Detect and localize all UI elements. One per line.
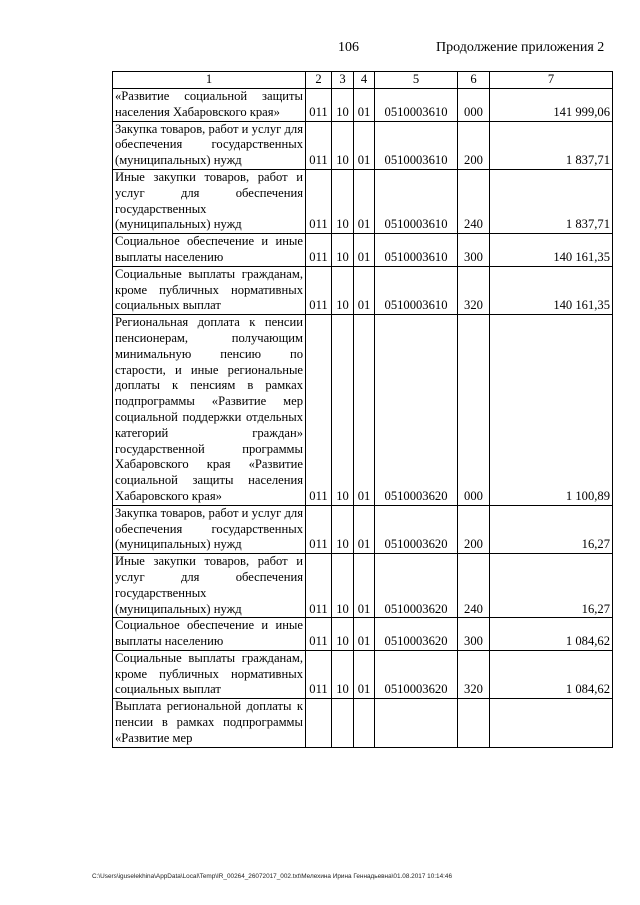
column-header: 1 — [113, 72, 306, 89]
row-expense-type: 320 — [458, 650, 490, 698]
row-subsection-code: 01 — [354, 89, 375, 122]
row-amount: 140 161,35 — [490, 234, 613, 267]
budget-table — [112, 71, 613, 748]
continuation-title: Продолжение приложения 2 — [436, 40, 605, 55]
row-subsection-code: 01 — [354, 505, 375, 553]
row-target-article: 0510003620 — [375, 505, 458, 553]
page-number: 106 — [338, 40, 359, 55]
row-description: Социальные выплаты гражданам, кроме публичных нормативных социальных выплат — [113, 266, 306, 314]
row-amount: 140 161,35 — [490, 266, 613, 314]
row-amount: 16,27 — [490, 554, 613, 618]
row-ministry-code: 011 — [306, 266, 332, 314]
table-header-row — [113, 72, 613, 89]
row-section-code: 10 — [332, 650, 354, 698]
row-subsection-code: 01 — [354, 266, 375, 314]
column-header: 3 — [332, 72, 354, 89]
row-expense-type: 240 — [458, 169, 490, 233]
row-expense-type — [458, 699, 490, 747]
row-subsection-code: 01 — [354, 169, 375, 233]
row-subsection-code — [354, 699, 375, 747]
row-description: Закупка товаров, работ и услуг для обеспечения государственных (муниципальных) нужд — [113, 505, 306, 553]
table-row — [113, 618, 613, 651]
row-section-code: 10 — [332, 315, 354, 506]
row-subsection-code: 01 — [354, 315, 375, 506]
row-amount: 16,27 — [490, 505, 613, 553]
table-row — [113, 266, 613, 314]
row-section-code: 10 — [332, 169, 354, 233]
column-header: 4 — [354, 72, 375, 89]
table-row — [113, 699, 613, 747]
row-amount: 1 100,89 — [490, 315, 613, 506]
row-section-code: 10 — [332, 89, 354, 122]
row-section-code — [332, 699, 354, 747]
row-amount: 1 084,62 — [490, 618, 613, 651]
row-target-article: 0510003610 — [375, 234, 458, 267]
row-ministry-code: 011 — [306, 650, 332, 698]
row-amount: 1 084,62 — [490, 650, 613, 698]
row-expense-type: 300 — [458, 618, 490, 651]
row-amount: 1 837,71 — [490, 121, 613, 169]
row-ministry-code: 011 — [306, 315, 332, 506]
row-target-article: 0510003620 — [375, 618, 458, 651]
row-section-code: 10 — [332, 618, 354, 651]
row-target-article: 0510003610 — [375, 89, 458, 122]
row-ministry-code: 011 — [306, 505, 332, 553]
row-description: Иные закупки товаров, работ и услуг для обеспечения государственных (муниципальных) нужд — [113, 169, 306, 233]
row-subsection-code: 01 — [354, 121, 375, 169]
row-expense-type: 320 — [458, 266, 490, 314]
row-ministry-code — [306, 699, 332, 747]
row-subsection-code: 01 — [354, 234, 375, 267]
table-row — [113, 121, 613, 169]
row-expense-type: 000 — [458, 89, 490, 122]
column-header: 6 — [458, 72, 490, 89]
row-target-article: 0510003610 — [375, 169, 458, 233]
row-ministry-code: 011 — [306, 234, 332, 267]
row-amount — [490, 699, 613, 747]
table-row — [113, 315, 613, 506]
table-row — [113, 169, 613, 233]
row-amount: 1 837,71 — [490, 169, 613, 233]
row-ministry-code: 011 — [306, 618, 332, 651]
row-section-code: 10 — [332, 266, 354, 314]
table-body — [113, 89, 613, 748]
row-ministry-code: 011 — [306, 89, 332, 122]
column-header: 5 — [375, 72, 458, 89]
table-row — [113, 554, 613, 618]
row-target-article: 0510003610 — [375, 121, 458, 169]
row-expense-type: 240 — [458, 554, 490, 618]
row-subsection-code: 01 — [354, 650, 375, 698]
row-description: «Развитие социальной защиты населения Хабаровского края» — [113, 89, 306, 122]
row-expense-type: 200 — [458, 121, 490, 169]
row-ministry-code: 011 — [306, 169, 332, 233]
row-ministry-code: 011 — [306, 121, 332, 169]
row-description: Региональная доплата к пенсии пенсионерам, получающим минимальную пенсию по старости, и иные региональные доплаты к пенсиям в рамках подпрограммы «Развитие мер социальной поддержки отдельных категорий граждан» государственной программы Хабаровского края «Развитие социальной защиты населения Хабаровского края» — [113, 315, 306, 506]
row-description: Выплата региональной доплаты к пенсии в рамках подпрограммы «Развитие мер — [113, 699, 306, 747]
row-section-code: 10 — [332, 121, 354, 169]
column-header: 2 — [306, 72, 332, 89]
table-row — [113, 89, 613, 122]
row-description: Социальные выплаты гражданам, кроме публичных нормативных социальных выплат — [113, 650, 306, 698]
row-expense-type: 200 — [458, 505, 490, 553]
row-target-article: 0510003620 — [375, 554, 458, 618]
row-description: Социальное обеспечение и иные выплаты населению — [113, 234, 306, 267]
row-description: Социальное обеспечение и иные выплаты населению — [113, 618, 306, 651]
row-subsection-code: 01 — [354, 618, 375, 651]
file-path-footer: C:\Users\iguselekhina\AppData\Local\Temp\IR_00264_26072017_002.txt\Мелехина Ирина Геннадьевна\01.08.2017 10:14:46 — [92, 873, 453, 880]
row-expense-type: 300 — [458, 234, 490, 267]
table-row — [113, 505, 613, 553]
row-section-code: 10 — [332, 505, 354, 553]
table-row — [113, 650, 613, 698]
row-expense-type: 000 — [458, 315, 490, 506]
row-subsection-code: 01 — [354, 554, 375, 618]
row-section-code: 10 — [332, 554, 354, 618]
row-section-code: 10 — [332, 234, 354, 267]
row-description: Иные закупки товаров, работ и услуг для обеспечения государственных (муниципальных) нужд — [113, 554, 306, 618]
row-target-article: 0510003610 — [375, 266, 458, 314]
row-ministry-code: 011 — [306, 554, 332, 618]
row-amount: 141 999,06 — [490, 89, 613, 122]
row-target-article: 0510003620 — [375, 650, 458, 698]
row-target-article: 0510003620 — [375, 315, 458, 506]
table-row — [113, 234, 613, 267]
row-description: Закупка товаров, работ и услуг для обеспечения государственных (муниципальных) нужд — [113, 121, 306, 169]
row-target-article — [375, 699, 458, 747]
column-header: 7 — [490, 72, 613, 89]
